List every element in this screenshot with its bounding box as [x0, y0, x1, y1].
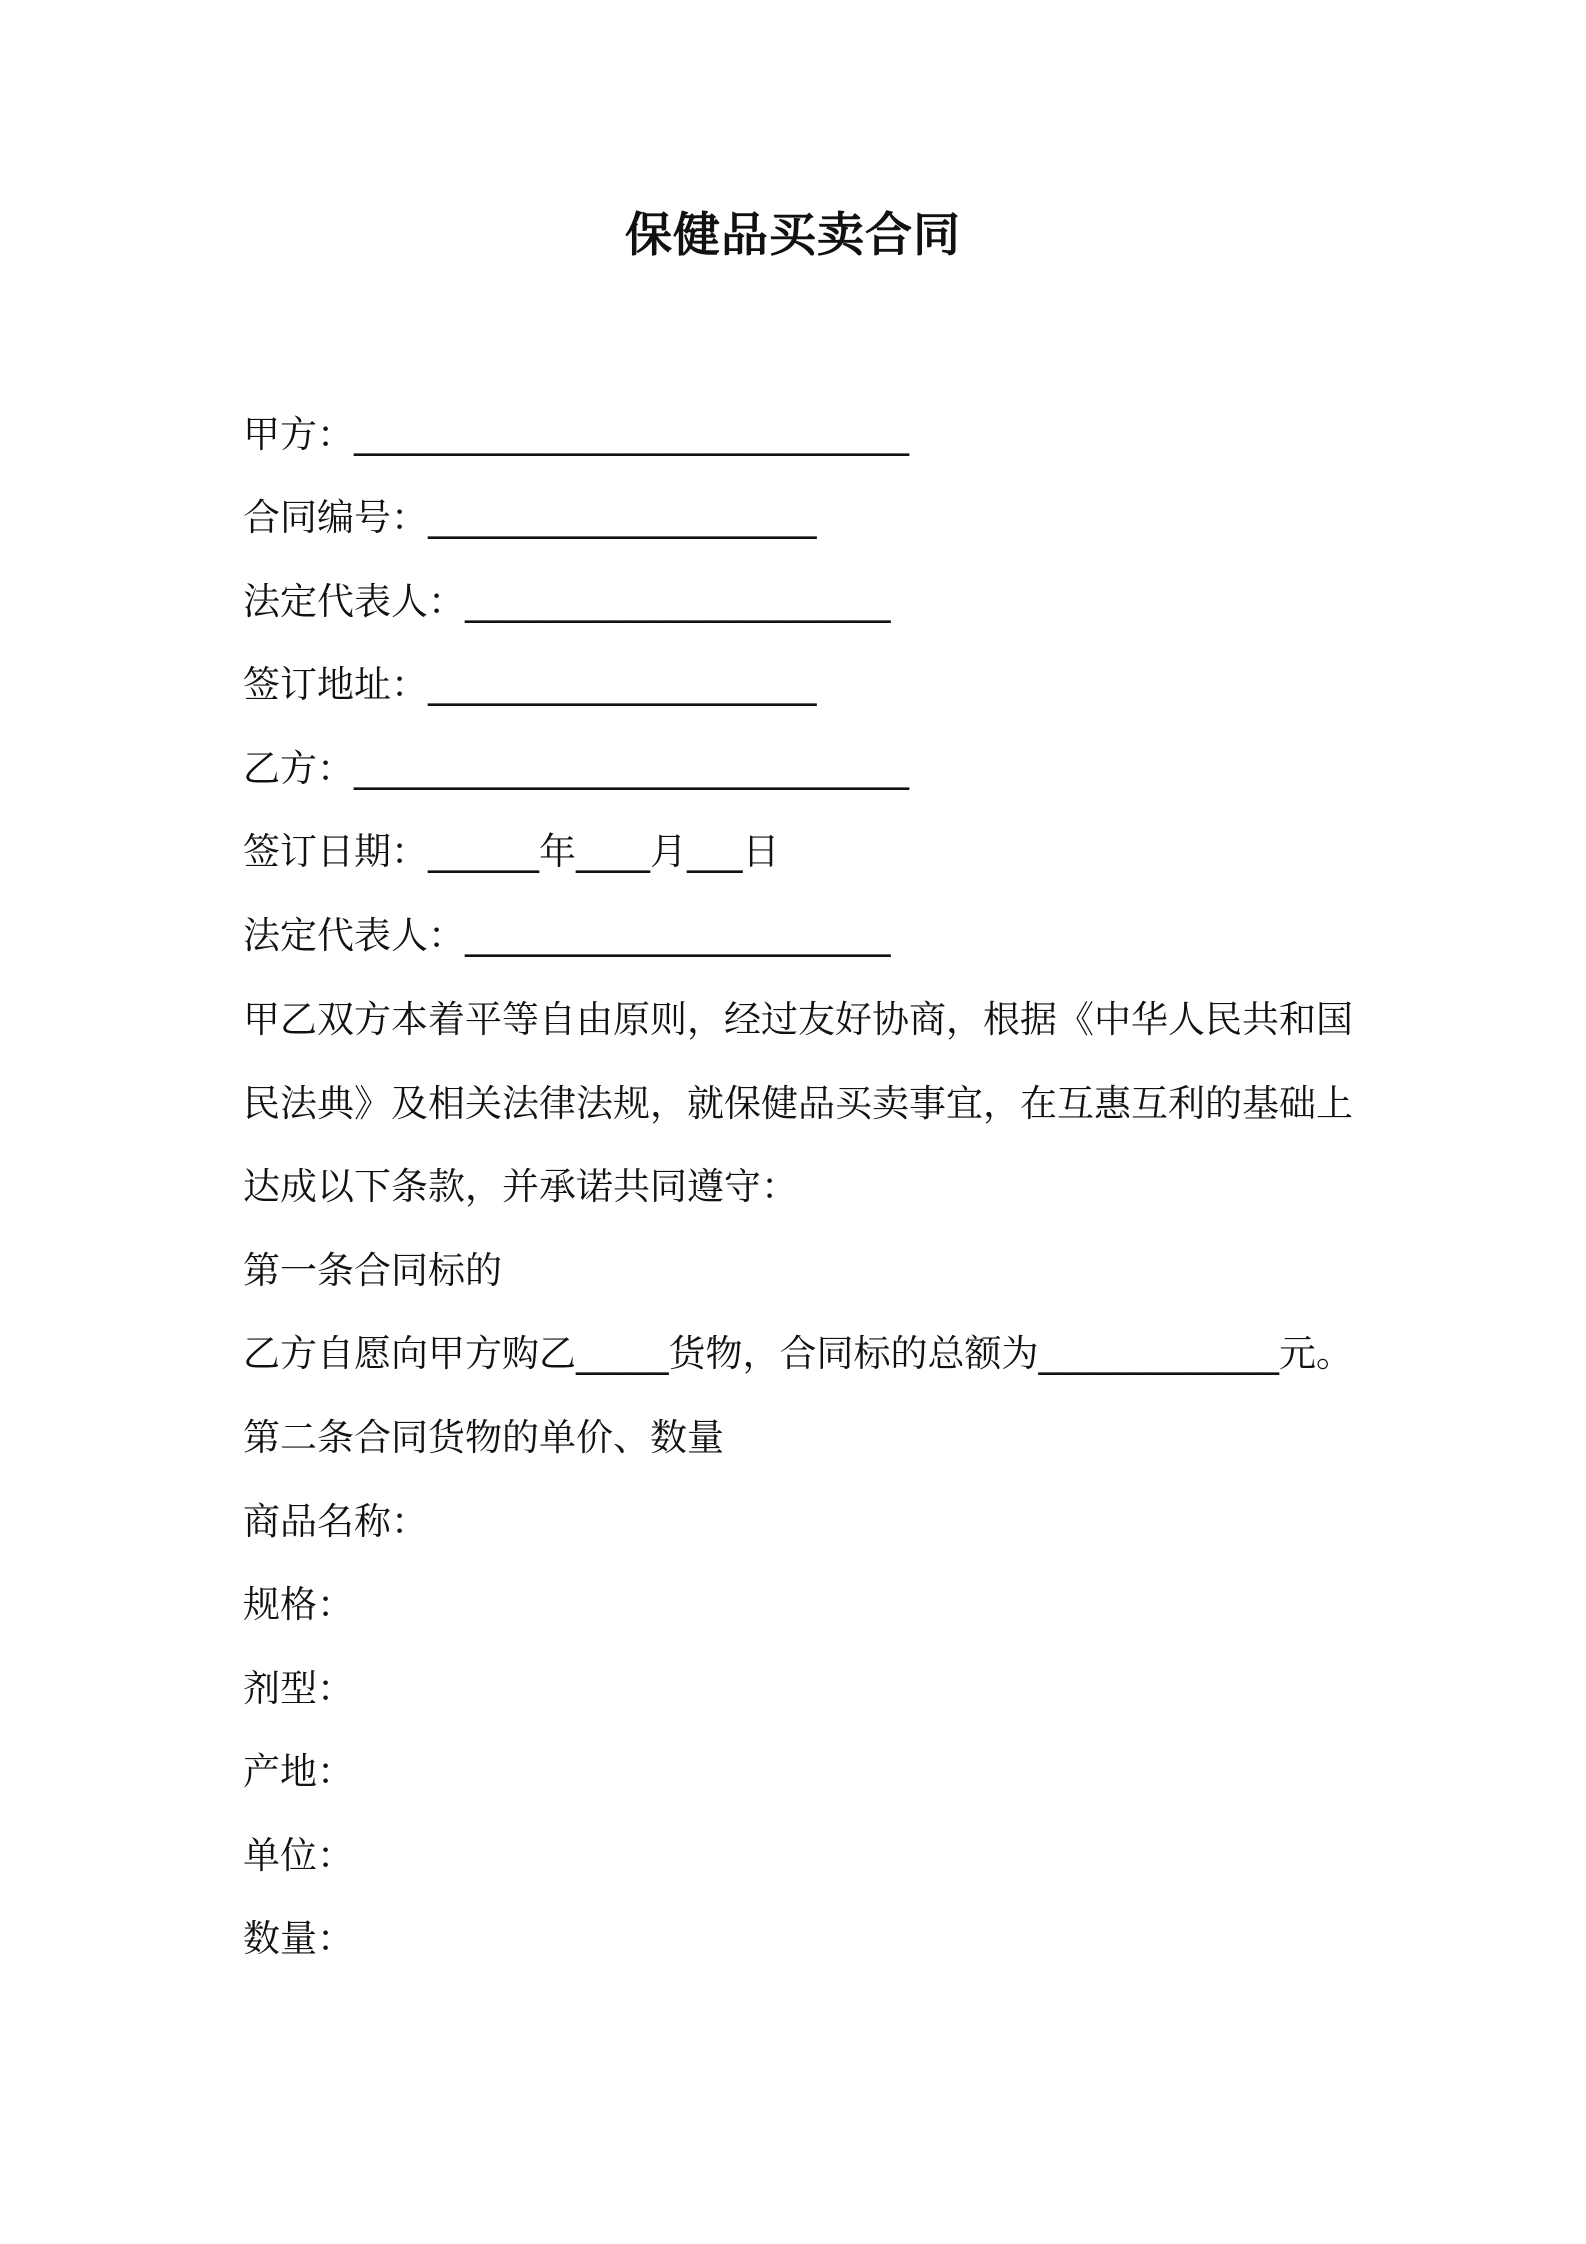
legal-rep-b-line: 法定代表人：_______________________ [243, 914, 891, 957]
unit-line: 单位： [243, 1834, 354, 1877]
preamble-line-2: 民法典》及相关法律法规，就保健品买卖事宜，在互惠互利的基础上 [243, 1082, 1353, 1125]
origin-line: 产地： [243, 1750, 354, 1793]
party-a-line: 甲方：______________________________ [243, 413, 909, 456]
quantity-line: 数量： [243, 1917, 354, 1960]
article-2-heading: 第二条合同货物的单价、数量 [243, 1416, 724, 1459]
party-b-line: 乙方：______________________________ [243, 747, 909, 790]
article-1-body: 乙方自愿向甲方购乙_____货物，合同标的总额为_____________元。 [243, 1332, 1353, 1375]
signing-address-line: 签订地址：_____________________ [243, 663, 817, 706]
preamble-line-1: 甲乙双方本着平等自由原则，经过友好协商，根据《中华人民共和国 [243, 998, 1353, 1041]
article-1-heading: 第一条合同标的 [243, 1249, 502, 1292]
dosage-form-line: 剂型： [243, 1667, 354, 1710]
contract-number-line: 合同编号：_____________________ [243, 496, 817, 539]
product-name-line: 商品名称： [243, 1500, 428, 1543]
specification-line: 规格： [243, 1583, 354, 1626]
legal-rep-a-line: 法定代表人：_______________________ [243, 580, 891, 623]
preamble-line-3: 达成以下条款，并承诺共同遵守： [243, 1165, 798, 1208]
signing-date-line: 签订日期：______年____月___日 [243, 830, 780, 873]
document-title: 保健品买卖合同 [625, 208, 961, 263]
